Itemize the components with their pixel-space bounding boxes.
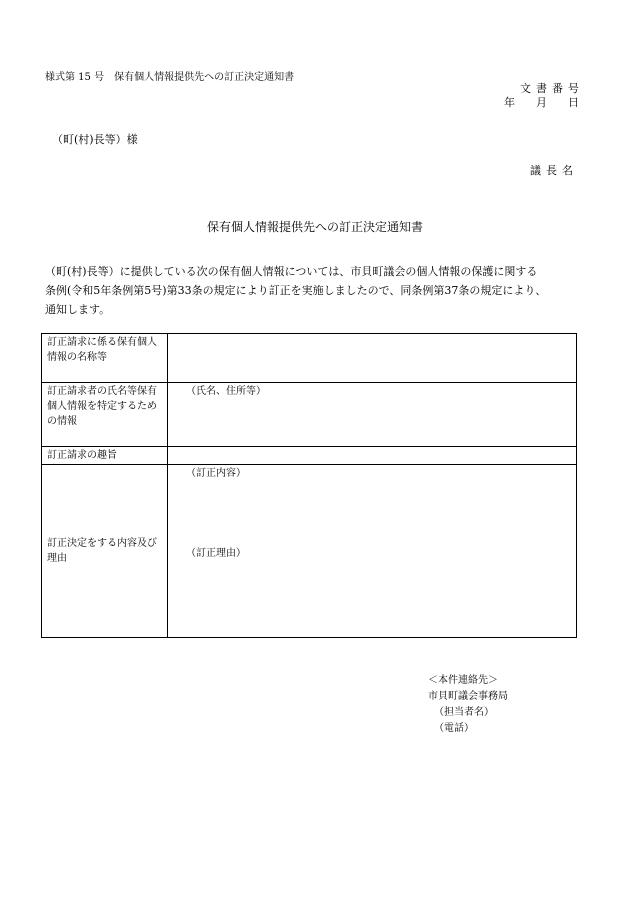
table-value-request-purpose <box>168 447 577 465</box>
table-label-request-purpose: 訂正請求の趣旨 <box>42 447 168 465</box>
addressee: （町(村)長等）様 <box>52 133 138 146</box>
contact-heading: ＜本件連絡先＞ <box>428 675 498 686</box>
correction-reason-label: （訂正理由） <box>186 548 246 559</box>
table-row <box>42 383 577 447</box>
document-number: 文書番号 <box>520 82 584 95</box>
document-date: 年 月 日 <box>504 96 584 109</box>
table-label-requester-info: 訂正請求者の氏名等保有個人情報を特定するための情報 <box>42 383 168 447</box>
body-line-3: 通知します。 <box>45 303 111 316</box>
contact-phone: （電話） <box>434 723 474 734</box>
table-label-decision: 訂正決定をする内容及び理由 <box>42 465 168 638</box>
table-value-document-name <box>168 334 577 383</box>
contact-office: 市貝町議会事務局 <box>428 691 508 702</box>
table-value-decision <box>168 465 577 638</box>
body-paragraph <box>45 262 591 319</box>
form-number: 様式第 15 号 保有個人情報提供先への訂正決定通知書 <box>45 72 295 83</box>
table-row <box>42 334 577 383</box>
body-line-2: 条例(令和5年条例第5号)第33条の規定により訂正を実施しましたので、同条例第37条の規定により、 <box>45 284 547 297</box>
info-table <box>41 333 577 638</box>
table-row <box>42 447 577 465</box>
document-meta <box>504 82 584 110</box>
contact-block <box>428 673 508 737</box>
sender-name: 議長名 <box>530 164 578 177</box>
body-line-1: （町(村)長等）に提供している次の保有個人情報については、市貝町議会の個人情報の保護に関する <box>45 265 538 278</box>
contact-person: （担当者名） <box>434 707 494 718</box>
document-title: 保有個人情報提供先への訂正決定通知書 <box>206 220 423 234</box>
correction-content-label: （訂正内容） <box>186 468 246 479</box>
table-row <box>42 465 577 638</box>
table-label-document-name: 訂正請求に係る保有個人情報の名称等 <box>42 334 168 383</box>
table-value-requester-info: （氏名、住所等） <box>168 383 577 447</box>
